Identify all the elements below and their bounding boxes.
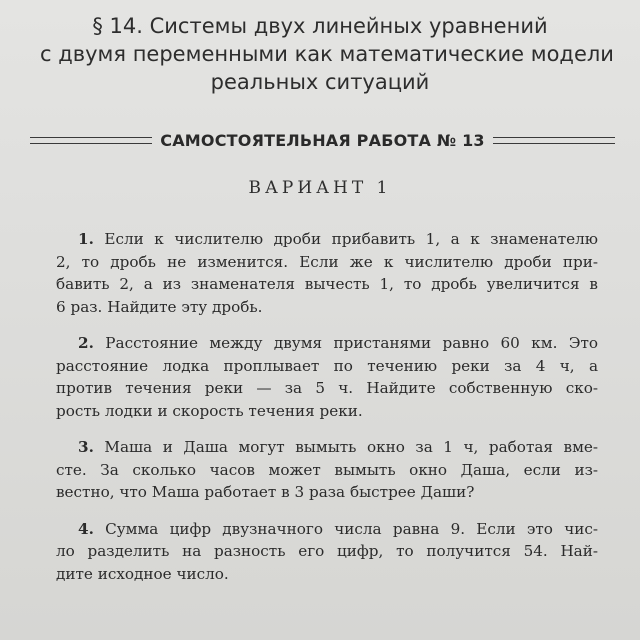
page-title-line: § 14. Системы двух линейных уравнений xyxy=(92,14,548,38)
page-title xyxy=(40,12,614,96)
problem-line: дите исходное число. xyxy=(56,564,229,583)
problem-number: 3. xyxy=(78,438,94,456)
problem-line: 2, то дробь не изменится. Если же к числителю дроби при- xyxy=(56,252,598,271)
problem-line: Маша и Даша могут вымыть окно за 1 ч, работая вме- xyxy=(104,438,598,456)
left-double-rule xyxy=(30,137,152,144)
right-double-rule xyxy=(493,137,615,144)
problem-3 xyxy=(56,436,598,504)
problem-line: вестно, что Маша работает в 3 раза быстрее Даши? xyxy=(56,483,475,501)
problem-line: ло разделить на разность его цифр, то получится 54. Най- xyxy=(56,542,598,560)
problem-4 xyxy=(56,518,598,586)
page-title-line: реальных ситуаций xyxy=(210,70,430,94)
problem-number: 1. xyxy=(78,230,94,248)
problem-2 xyxy=(56,332,598,422)
problem-line: расстояние лодка проплывает по течению реки за 4 ч, а xyxy=(56,356,598,375)
problem-1 xyxy=(56,228,598,318)
section-header xyxy=(30,125,615,155)
problem-line: Если к числителю дроби прибавить 1, а к знаменателю xyxy=(104,230,599,248)
problem-list xyxy=(56,228,598,599)
problem-line: рость лодки и скорость течения реки. xyxy=(56,401,363,420)
problem-line: Сумма цифр двузначного числа равна 9. Если это чис- xyxy=(105,519,598,538)
problem-number: 2. xyxy=(78,334,94,352)
problem-line: сте. За сколько часов может вымыть окно Даша, если из- xyxy=(56,460,598,479)
problem-number: 4. xyxy=(78,519,94,538)
problem-line: бавить 2, а из знаменателя вычесть 1, то дробь увеличится в xyxy=(56,275,598,293)
problem-line: против течения реки — за 5 ч. Найдите собственную ско- xyxy=(56,379,598,397)
variant-heading: ВАРИАНТ 1 xyxy=(248,178,392,198)
problem-line: Расстояние между двумя пристанями равно 60 км. Это xyxy=(105,334,598,352)
page-title-line: с двумя переменными как математические модели xyxy=(40,42,614,66)
section-title: САМОСТОЯТЕЛЬНАЯ РАБОТА № 13 xyxy=(160,130,485,150)
problem-line: 6 раз. Найдите эту дробь. xyxy=(56,297,263,316)
